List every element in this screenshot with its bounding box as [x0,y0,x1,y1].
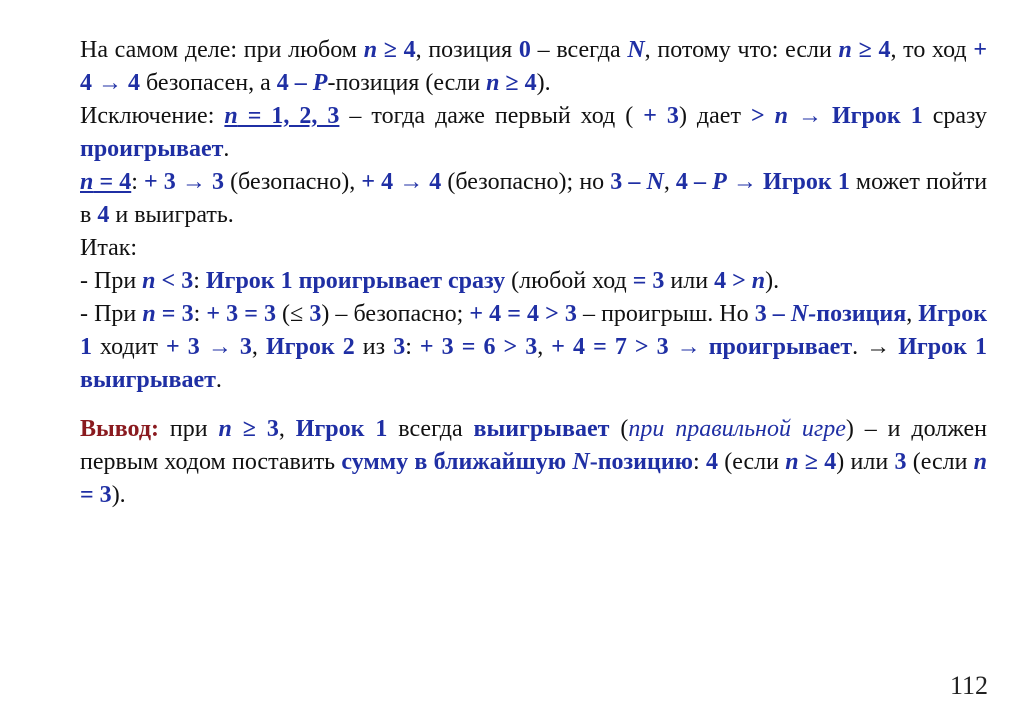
paragraph-4 [80,232,987,265]
text: , [663,169,676,195]
text: – проигрыш. Но [576,301,755,327]
text: . → [852,334,899,360]
math: ≥ 4 [798,449,837,475]
text: , [537,334,552,360]
math: 3 – [610,169,647,195]
paragraph-6 [80,298,987,397]
var-P: P [312,70,328,96]
text: – всегда [530,37,628,63]
page-number: 112 [949,671,988,700]
math: + 3 = 6 > 3 [419,334,538,360]
math: = 3 [632,268,665,294]
paragraph-3 [80,166,987,232]
text: - При [80,268,143,294]
keyword: Игрок 1 выигрывает [80,334,988,393]
text: , [251,334,266,360]
conclusion-label: Вывод: [80,416,159,442]
math: 3 [393,334,406,360]
text: Итак: [80,235,138,261]
math: + 4 = 4 > 3 [469,301,577,327]
math: 3 [309,301,322,327]
math: 3 – [754,301,791,327]
text: : [693,449,706,475]
math: ≥ 4 [851,37,891,63]
text: ) или [836,449,895,475]
text: и выиграть. [109,202,234,228]
math: = 4 [93,169,132,195]
text: ) – безопасно; [321,301,470,327]
text: может пойти в [80,169,988,228]
text: : [405,334,420,360]
math: = 3 [80,482,112,508]
player-2: Игрок 2 [265,334,355,360]
math: = 3 [155,301,194,327]
math: 3 [894,449,907,475]
text: , потому что: если [644,37,839,63]
paragraph-2 [80,100,987,166]
text: (если [906,449,974,475]
text: при [158,416,219,442]
text: , позиция [415,37,519,63]
var-n: n [973,449,988,475]
math: 4 – [675,169,713,195]
var-N: N [627,37,645,63]
text: ) дает [678,103,751,129]
text: – тогда даже первый ход ( [339,103,644,129]
keyword: проигрывает [708,334,853,360]
text: ( [609,416,629,442]
var-N: N- [790,301,817,327]
var-n: n [785,449,799,475]
math: > [750,103,775,129]
text: - При [80,301,143,327]
text: (если [717,449,786,475]
math: + 3 → 3 [144,169,224,195]
var-n: n [224,103,238,129]
var-n: n [142,268,156,294]
math: + 4 → 4 [361,169,442,195]
math: ≥ 4 [377,37,416,63]
var-n: n [142,301,156,327]
text: ) – и должен первым ходом поставить [80,416,988,475]
text: или [664,268,715,294]
text: : [193,301,207,327]
var-n: n [80,169,94,195]
text: На самом деле: при любом [80,37,364,63]
math: + 4 → 4 [80,37,988,96]
text: . [215,367,222,393]
italic-note: при правильной игре [628,416,846,442]
text: . [223,136,230,162]
math: 4 [97,202,110,228]
math: + 3 [643,103,679,129]
text: ). [536,70,551,96]
text: всегда [387,416,474,442]
math: 0 [518,37,531,63]
paragraph-1 [80,34,987,100]
var-n: n [486,70,500,96]
text: , то ход [890,37,974,63]
player-1: → Игрок 1 [726,169,850,195]
text: ходит [92,334,167,360]
var-N: N [646,169,664,195]
var-n: n [751,268,766,294]
text: (≤ [275,301,310,327]
text: (любой ход [505,268,633,294]
text: (безопасно), [223,169,362,195]
text: : [131,169,144,195]
math: 4 [705,449,718,475]
text: , [906,301,919,327]
text: (безопасно); но [441,169,611,195]
text: сразу [922,103,988,129]
paragraph-5 [80,265,987,298]
text: : [193,268,206,294]
player-1: Игрок 1 [80,301,988,360]
keyword: проигрывает [80,136,224,162]
math: 4 – [276,70,313,96]
text: из [354,334,394,360]
text: Исключение: [80,103,225,129]
keyword: позиция [816,301,907,327]
math: + 3 = 3 [206,301,276,327]
var-P: P [712,169,727,195]
text: ). [111,482,126,508]
var-n: n [218,416,232,442]
player-1: → Игрок 1 [787,103,923,129]
keyword: сумму в ближайшую [341,449,573,475]
keyword: выигрывает [473,416,610,442]
var-n: n [838,37,852,63]
text: , [278,416,296,442]
math: < 3 [155,268,194,294]
math: = 1, 2, 3 [237,103,340,129]
player-1: Игрок 1 [295,416,388,442]
keyword: Игрок 1 проигрывает сразу [205,268,506,294]
var-n: n [363,37,378,63]
math: ≥ 3 [231,416,279,442]
math: ≥ 4 [499,70,537,96]
math: + 3 → 3 [166,334,252,360]
text: безопасен, а [140,70,277,96]
math: 4 > [714,268,752,294]
var-N: N [572,449,590,475]
text: ). [765,268,780,294]
text: -позиция (если [327,70,487,96]
paragraph-7 [80,413,987,512]
var-n: n [774,103,788,129]
keyword: -позицию [589,449,694,475]
math: + 4 = 7 > 3 → [551,334,701,360]
